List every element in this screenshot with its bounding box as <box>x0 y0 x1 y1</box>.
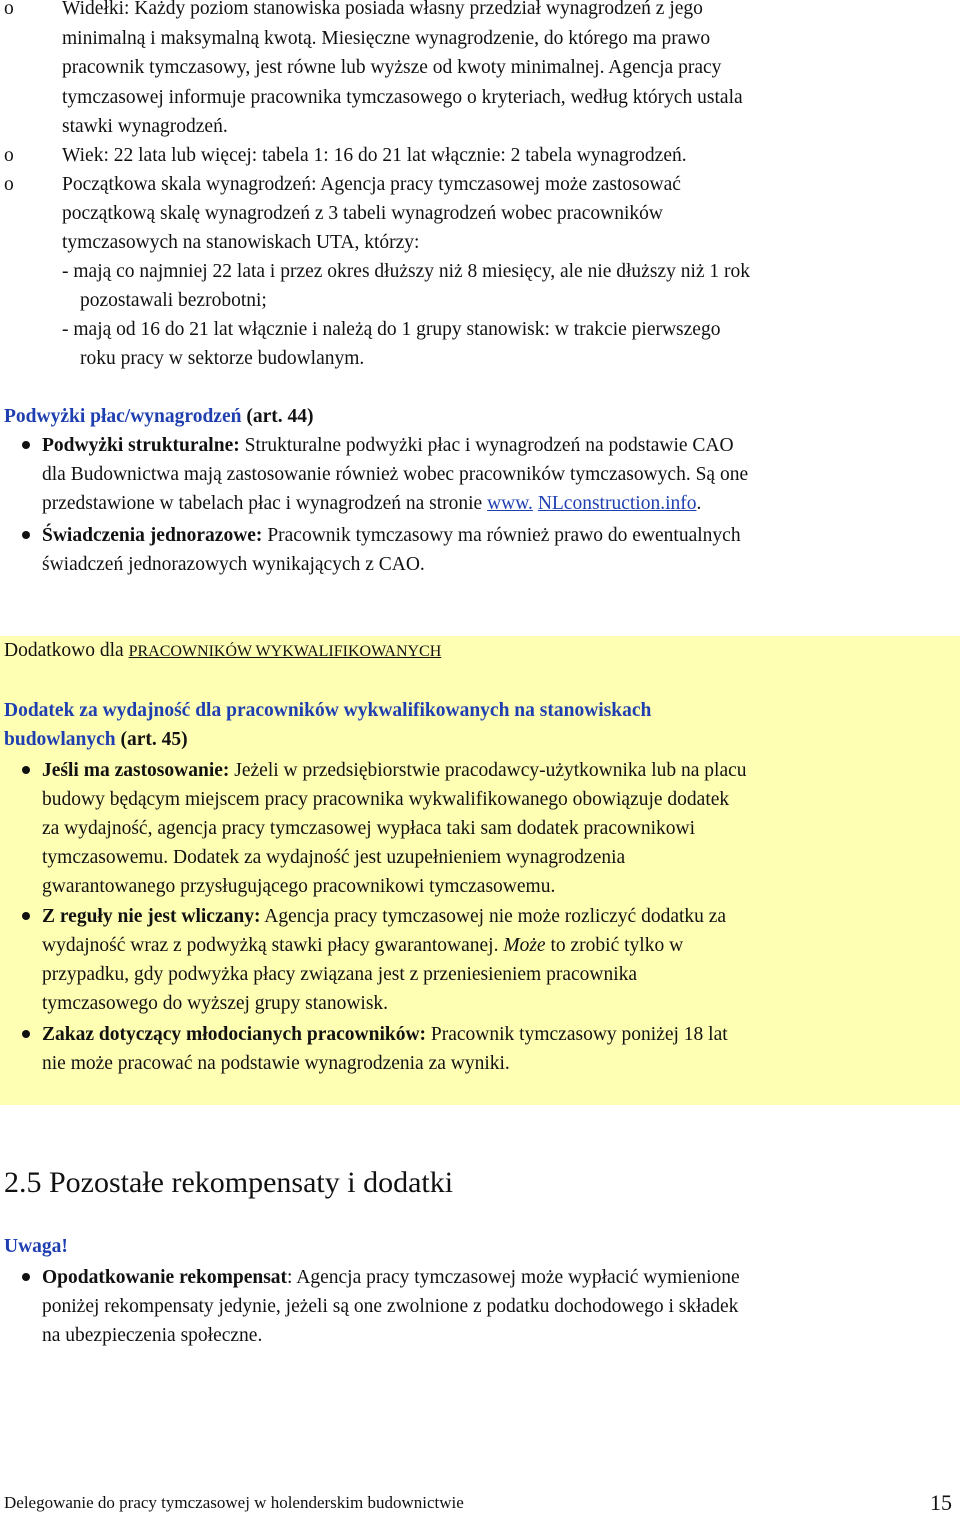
section-title: 2.5 Pozostałe rekompensaty i dodatki <box>4 1166 454 1199</box>
list-item-line: Zakaz dotyczący młodocianych pracowników: Pracownik tymczasowy poniżej 18 lat <box>42 1024 728 1045</box>
list-item-line: tymczasowych na stanowiskach UTA, którzy: <box>62 232 420 253</box>
website-link[interactable]: www. <box>487 493 533 514</box>
website-link[interactable]: NLconstruction.info <box>537 493 697 514</box>
qualified-intro: Dodatkowo dla PRACOWNIKÓW WYKWALIFIKOWANYCH <box>4 640 442 661</box>
dash-item-line: - mają od 16 do 21 lat włącznie i należą do 1 grupy stanowisk: w trakcie pierwszego <box>62 319 721 340</box>
section-heading: Dodatek za wydajność dla pracowników wykwalifikowanych na stanowiskach <box>4 700 652 721</box>
list-item-line: gwarantowanego przysługującego pracownikowi tymczasowemu. <box>42 876 556 897</box>
bullet-icon <box>22 1273 30 1281</box>
list-item-line: przedstawione w tabelach płac i wynagrodzeń na stronie www. NLconstruction.info. <box>42 493 702 514</box>
bullet-icon <box>22 441 30 449</box>
footer-text: Delegowanie do pracy tymczasowej w holenderskim budownictwie <box>4 1493 464 1512</box>
list-item-line: Podwyżki strukturalne: Strukturalne podwyżki płac i wynagrodzeń na podstawie CAO <box>42 435 734 456</box>
note-label: Uwaga! <box>4 1236 68 1257</box>
dash-item-line: roku pracy w sektorze budowlanym. <box>80 348 365 369</box>
list-item-line: Jeśli ma zastosowanie: Jeżeli w przedsiębiorstwie pracodawcy-użytkownika lub na placu <box>42 760 747 781</box>
list-item-line: świadczeń jednorazowych wynikających z CAO. <box>42 554 425 575</box>
list-item-line: poniżej rekompensaty jedynie, jeżeli są one zwolnione z podatku dochodowego i składek <box>42 1296 739 1317</box>
list-item-line: przypadku, gdy podwyżka płacy związana jest z przeniesieniem pracownika <box>42 964 638 985</box>
list-item-line: na ubezpieczenia społeczne. <box>42 1325 263 1346</box>
list-marker: o <box>4 0 14 19</box>
list-item-line: stawki wynagrodzeń. <box>62 116 228 137</box>
list-item-line: Wiek: 22 lata lub więcej: tabela 1: 16 do 21 lat włącznie: 2 tabela wynagrodzeń. <box>62 145 687 166</box>
list-item-line: dla Budownictwa mają zastosowanie również wobec pracowników tymczasowych. Są one <box>42 464 749 485</box>
list-item-line: pracownik tymczasowy, jest równe lub wyższe od kwoty minimalnej. Agencja pracy <box>62 57 722 78</box>
list-item-line: początkową skalę wynagrodzeń z 3 tabeli wynagrodzeń wobec pracowników <box>62 203 664 224</box>
list-item-line: wydajność wraz z podwyżką stawki płacy gwarantowanej. Może to zrobić tylko w <box>42 935 684 956</box>
list-item-line: Z reguły nie jest wliczany: Agencja pracy tymczasowej nie może rozliczyć dodatku za <box>42 906 727 927</box>
dash-item-line: pozostawali bezrobotni; <box>80 290 267 311</box>
list-item-line: tymczasowego do wyższej grupy stanowisk. <box>42 993 389 1014</box>
section-heading: Podwyżki płac/wynagrodzeń (art. 44) <box>4 406 314 427</box>
bullet-icon <box>22 912 30 920</box>
list-item-line: Widełki: Każdy poziom stanowiska posiada własny przedział wynagrodzeń z jego <box>62 0 703 19</box>
bullet-icon <box>22 531 30 539</box>
list-marker: o <box>4 145 14 166</box>
list-item-line: za wydajność, agencja pracy tymczasowej wypłaca taki sam dodatek pracownikowi <box>42 818 695 839</box>
list-item-line: Opodatkowanie rekompensat: Agencja pracy tymczasowej może wypłacić wymienione <box>42 1267 740 1288</box>
page-number: 15 <box>930 1490 952 1515</box>
bullet-icon <box>22 1030 30 1038</box>
list-item-line: tymczasowemu. Dodatek za wydajność jest uzupełnieniem wynagrodzenia <box>42 847 626 868</box>
dash-item-line: - mają co najmniej 22 lata i przez okres dłuższy niż 8 miesięcy, ale nie dłuższy niż 1 rok <box>62 261 751 282</box>
bullet-icon <box>22 766 30 774</box>
list-item-line: nie może pracować na podstawie wynagrodzenia za wyniki. <box>42 1053 510 1074</box>
list-item-line: minimalną i maksymalną kwotą. Miesięczne wynagrodzenie, do którego ma prawo <box>62 28 711 49</box>
list-item-line: Początkowa skala wynagrodzeń: Agencja pracy tymczasowej może zastosować <box>62 174 681 195</box>
list-item-line: Świadczenia jednorazowe: Pracownik tymczasowy ma również prawo do ewentualnych <box>42 525 741 546</box>
list-item-line: tymczasowej informuje pracownika tymczasowego o kryteriach, według których ustala <box>62 87 743 108</box>
list-marker: o <box>4 174 14 195</box>
section-heading: budowlanych (art. 45) <box>4 729 188 750</box>
list-item-line: budowy będącym miejscem pracy pracownika wykwalifikowanego obowiązuje dodatek <box>42 789 730 810</box>
